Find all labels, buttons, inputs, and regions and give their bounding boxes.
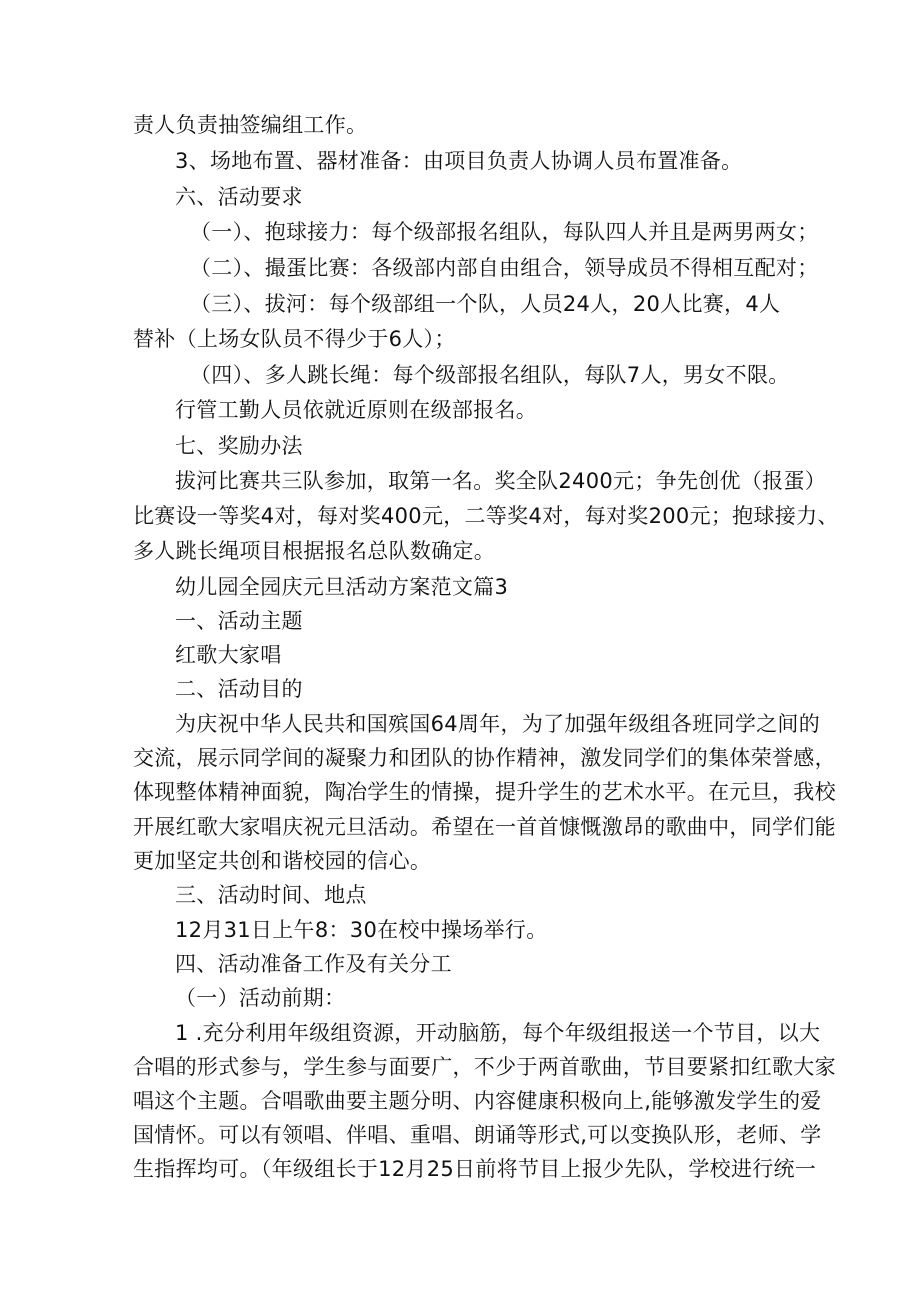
text-line: （一）活动前期： [175,986,346,1010]
text-line: 1 .充分利用年级组资源，开动脑筋，每个年级组报送一个节目，以大 [175,1021,821,1045]
section-heading: 二、活动目的 [175,677,303,701]
text-line: （三）、拔河：每个级部组一个队，人员24人，20人比赛，4人 [190,292,781,316]
text-line: 拔河比赛共三队参加，取第一名。奖全队2400元；争先创优（报蛋） [175,469,827,493]
text-line: 3、场地布置、器材准备：由项目负责人协调人员布置准备。 [175,149,743,173]
text-line: 合唱的形式参与，学生参与面要广，不少于两首歌曲，节目要紧扣红歌大家 [133,1055,836,1079]
section-heading: 六、活动要求 [175,185,303,209]
section-heading: 三、活动时间、地点 [175,883,367,907]
text-line: 国情怀。可以有领唱、伴唱、重唱、朗诵等形式,可以变换队形，老师、学 [133,1123,822,1147]
text-line: 体现整体精神面貌，陶冶学生的情操，提升学生的艺术水平。在元旦，我校 [133,780,836,804]
text-line: 替补（上场女队员不得少于6人）； [133,327,456,351]
text-line: 责人负责抽签编组工作。 [133,113,368,137]
section-heading: 四、活动准备工作及有关分工 [175,952,452,976]
text-line: 比赛设一等奖4对，每对奖400元，二等奖4对，每对奖200元；抱球接力、 [133,504,839,528]
text-line: （四）、多人跳长绳：每个级部报名组队，每队7人，男女不限。 [190,363,790,387]
text-line: （一）、抱球接力：每个级部报名组队，每队四人并且是两男两女； [190,220,819,244]
text-line: 行管工勤人员依就近原则在级部报名。 [175,398,538,422]
text-line: 红歌大家唱 [175,643,282,667]
text-line: 12月31日上午8：30在校中操场举行。 [175,918,548,942]
article-title: 幼儿园全园庆元旦活动方案范文篇3 [175,575,509,599]
text-line: 为庆祝中华人民共和国殡国64周年，为了加强年级组各班同学之间的 [175,712,821,736]
section-heading: 一、活动主题 [175,609,303,633]
section-heading: 七、奖励办法 [175,434,303,458]
text-line: 交流，展示同学间的凝聚力和团队的协作精神，激发同学们的集体荣誉感， [133,746,836,770]
text-line: 开展红歌大家唱庆祝元旦活动。希望在一首首慷慨激昂的歌曲中，同学们能 [133,815,836,839]
text-line: 更加坚定共创和谐校园的信心。 [133,849,432,873]
text-line: 生指挥均可。（年级组长于12月25日前将节目上报少先队，学校进行统一 [133,1157,817,1181]
text-line: 多人跳长绳项目根据报名总队数确定。 [133,539,496,563]
text-line: 唱这个主题。合唱歌曲要主题分明、内容健康积极向上,能够激发学生的爱 [133,1089,822,1113]
text-line: （二）、撮蛋比赛：各级部内部自由组合，领导成员不得相互配对； [190,256,819,280]
